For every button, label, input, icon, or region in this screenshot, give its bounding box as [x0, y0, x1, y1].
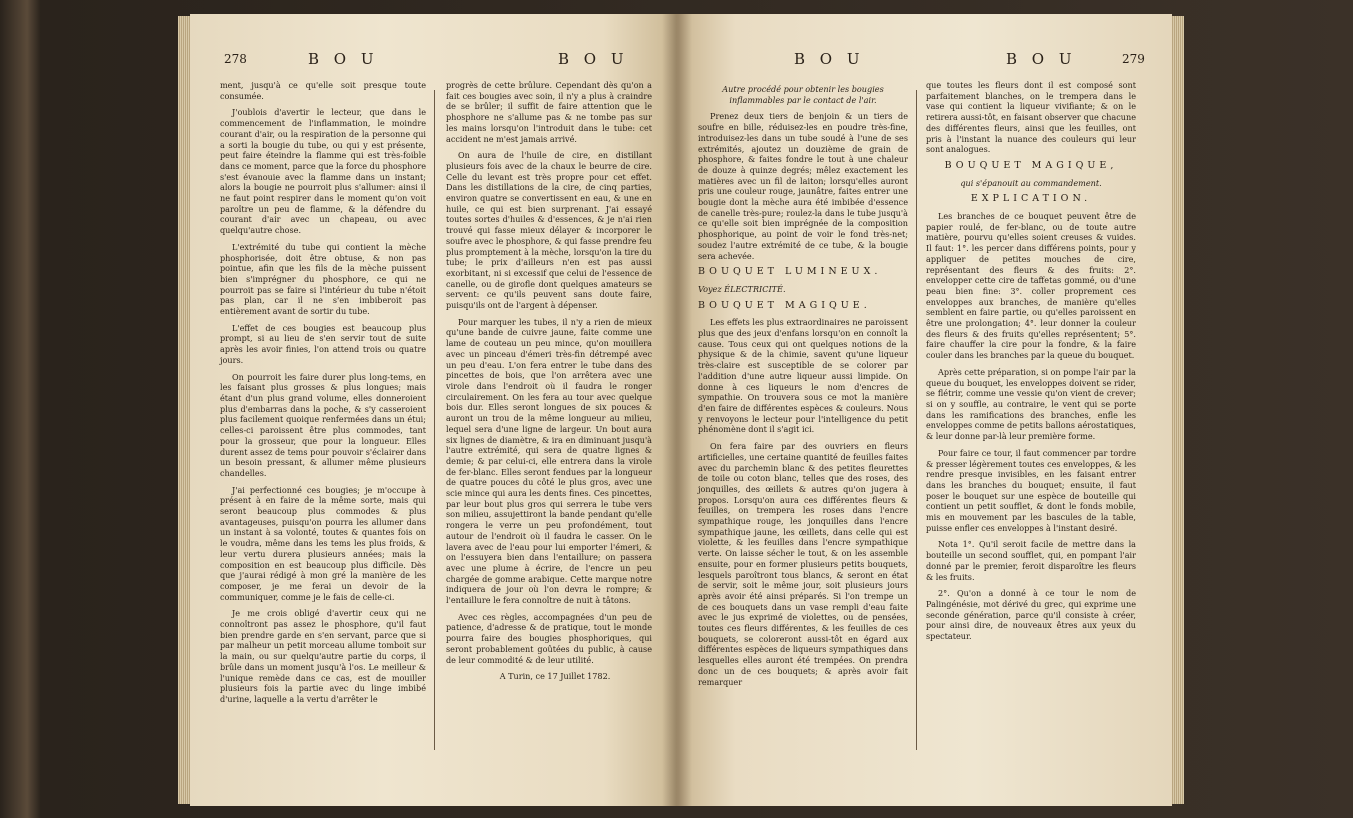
right-page-number: 279 [1122, 52, 1145, 66]
left-column-1 [220, 80, 426, 711]
book-gutter [662, 14, 692, 806]
paragraph: progrès de cette brûlure. Cependant dès qu'on a fait ces bougies avec soin, il n'y a plus à craindre de se brûler; il suffit de faire attention que le phosphore ne s'allume pas & ne tombe pas sur les mains lorsqu'on l'introduit dans le tube: cet accident ne m'est jamais arrivé. [446, 80, 652, 144]
right-column-1 [698, 84, 908, 693]
heading-explication: EXPLICATION. [970, 193, 1092, 205]
paragraph: Je me crois obligé d'avertir ceux qui ne connoîtront pas assez le phosphore, qu'il faut bien prendre garde en s'en servant, parce que si par malheur un petit morceau allume tomboit sur la main, ou sur quelqu'autre partie du corps, il brûle dans un moment jusqu'à l'os. Le meilleur & l'unique remède dans ce cas, est de mouiller plusieurs fois la partie avec du linge imbibé d'urine, laquelle a la vertu d'arrêter le [220, 608, 426, 704]
left-header-left: B O U [308, 50, 379, 68]
left-page [190, 14, 676, 806]
heading-bouquet-magique-2: BOUQUET MAGIQUE, [944, 159, 1118, 171]
left-page-number: 278 [224, 52, 247, 66]
paragraph: Les effets les plus extraordinaires ne paroissent plus que des jeux d'enfans lorsqu'on en connoît la cause. Tous ceux qui ont quelques notions de la physique & de la chimie, savent qu'une liqueur très-claire est susceptible de se colorer par l'addition d'une autre liqueur aussi limpide. On donne à ces liqueurs le nom d'encres de sympathie. On trouvera sous ce mot la manière d'en faire de différentes espèces & couleurs. Nous y renvoyons le lecteur pour l'intelligence du petit phénomène dont il s'agit ici. [698, 317, 908, 435]
subtitle: qui s'épanouit au commandement. [960, 177, 1102, 188]
paragraph: ment, jusqu'à ce qu'elle soit presque toute consumée. [220, 80, 426, 101]
paragraph: J'oublois d'avertir le lecteur, que dans le commencement de l'inflammation, le moindre courant d'air, ou la respiration de la personne qui a sorti la bougie du tube, ou qui y est présente, peut faire éteindre la flamme qui est très-foible dans ce moment, parce que la force du phosphore s'est évanouie avec la flamme dans un instant; alors la bougie ne pourroit plus s'allumer: ainsi il ne faut point respirer dans le moment qu'on voit paroître un peu de flamme, & la défendre du courant d'air avec un chapeau, ou avec quelqu'autre chose. [220, 107, 426, 236]
paragraph: On aura de l'huile de cire, en distillant plusieurs fois avec de la chaux le beurre de cire. Celle du levant est très propre pour cet effet. Dans les distillations de la cire, de cinq parties, environ quatre se convertissent en eau, & une en huile, ce qui est bien surprenant. J'ai essayé toutes sortes d'huiles & d'essences, & je n'ai rien trouvé qui fasse mieux délayer & incorporer le soufre avec le phosphore, & qui fasse prendre feu plus promptement à la mèche, lorsqu'on la tire du tube; le prix d'ailleurs n'en est pas aussi exorbitant, ni si excessif que celui de l'essence de canelle, ou de girofle dont quelques amateurs se servent: ce qu'ils peuvent sans doute faire, puisqu'ils ont de l'argent à dépenser. [446, 150, 652, 311]
heading-bouquet-lumineux: BOUQUET LUMINEUX. [698, 266, 882, 278]
paragraph: Nota 1°. Qu'il seroit facile de mettre dans la bouteille un second soufflet, qui, en pompant l'air donné par le premier, feroit disparoître les fleurs & les fruits. [926, 539, 1136, 582]
paragraph: Avec ces règles, accompagnées d'un peu de patience, d'adresse & de pratique, tout le monde pourra faire des bougies phosphoriques, qui seront probablement goûtées du public, à cause de leur commodité & de leur utilité. [446, 611, 652, 665]
paragraph: Les branches de ce bouquet peuvent être de papier roulé, de fer-blanc, ou de toute autre matière, pourvu qu'elles soient creuses & vuides. Il faut: 1°. les percer dans différens points, pour y appliquer de petites mouches de cire, représentant des fleurs & des fruits: 2°. envelopper cette cire de taffetas gommé, ou d'une peau bien fine: 3°. coller proprement ces enveloppes aux branches, de manière qu'elles semblent en faire partie, ou qu'elles paroissent en être une prolongation; 4°. leur donner la couleur des fleurs & des fruits qu'elles représentent; 5°. faire chauffer la cire pour la fondre, & la faire couler dans les branches par la queue du bouquet. [926, 211, 1136, 361]
right-header-left: B O U [794, 50, 865, 68]
paragraph: Pour marquer les tubes, il n'y a rien de mieux qu'une bande de cuivre jaune, faite comme une lame de couteau un peu mince, qu'on mouillera avec un pinceau d'émeri très-fin détrempé avec un peu d'eau. L'on fera entrer le tube dans des pincettes de bois, que l'on arrêtera avec une virole dans l'endroit où il faudra le ronger circulairement. On les fera au tour avec quelque bois dur. Elles seront longues de six pouces & auront un trou de la même longueur au milieu, lequel sera d'une ligne de largeur. Un bout aura six lignes de diamètre, & ira en diminuant jusqu'à l'autre extrémité, qui sera de quatre lignes & demie; & par celui-ci, elle entrera dans la virole de fer-blanc. Elles seront fendues par la longueur de quatre pouces du côté le plus gros, avec une scie mince qui aura les dents fines. Ces pincettes, par leur bout plus gros qui serrera le tube vers son milieu, assujettiront la bande pendant qu'elle rongera le verre un peu profondément, tout autour de l'endroit où il faudra le casser. On le lavera avec de l'eau pour lui emporter l'émeri, & on l'essuyera bien dans l'entaillure; on passera avec une plume à écrire, de l'encre un peu chargée de gomme arabique. Cette marque notre indiquera de jour où l'on devra le rompre; & l'entaillure le fera connoître de nuit à tâtons. [446, 316, 652, 606]
paragraph: L'effet de ces bougies est beaucoup plus prompt, si au lieu de s'en servir tout de suite après les avoir finies, l'on attend trois ou quatre jours. [220, 322, 426, 365]
paragraph: L'extrémité du tube qui contient la mèche phosphorisée, doit être obtuse, & non pas pointue, afin que les fils de la mèche puissent bien s'imprégner du phosphore, ce qui ne pourroit pas se faire si l'intérieur du tube n'étoit pas plan, car il ne s'en imbiberoit pas entièrement avant de sortir du tube. [220, 241, 426, 317]
signature-line: A Turin, ce 17 Juillet 1782. [499, 671, 611, 682]
section-title: Autre procédé pour obtenir les bougies inflammables par le contact de l'air. [722, 84, 884, 105]
column-rule [434, 90, 435, 750]
paragraph: On pourroit les faire durer plus long-tems, en les faisant plus grosses & plus longues; mais étant d'un plus grand volume, elles donneroient plus d'embarras dans la poche, & s'y casseroient plus facilement quoique renfermées dans un étui; celles-ci paroissent être plus commodes, tant pour la grosseur, que pour la longueur. Elles durent assez de tems pour pouvoir s'éclairer dans un besoin pressant, & allumer même plusieurs chandelles. [220, 371, 426, 478]
paragraph: On fera faire par des ouvriers en fleurs artificielles, une certaine quantité de feuilles faites avec du parchemin blanc & des petites fleurettes de toile ou coton blanc, telles que des roses, des jonquilles, des œillets & autres qu'on jugera à propos. Lorsqu'on aura ces différentes fleurs & feuilles, on trempera les roses dans l'encre sympathique rouge, les jonquilles dans l'encre sympathique jaune, les œillets, dans celle qui est violette, & les feuilles dans l'encre sympathique verte. On laisse sécher le tout, & on les assemble ensuite, pour en former plusieurs petits bouquets, lesquels paroîtront tous blancs, & seront en état de servir, soit le même jour, soit plusieurs jours après avoir été ainsi préparés. Si l'on trempe un de ces bouquets dans un vase rempli d'eau faite avec le jus exprimé de violettes, ou de pensées, toutes ces fleurs différentes, & les feuilles de ces bouquets, se coloreront aussi-tôt en égard aux différentes espèces de liqueurs sympathiques dans lesquelles elles auront été trempées. On prendra donc un de ces bouquets; & après avoir fait remarquer [698, 441, 908, 687]
left-column-2 [446, 80, 652, 688]
paragraph: Prenez deux tiers de benjoin & un tiers de soufre en bille, réduisez-les en poudre très-fine, introduisez-les dans un tube soudé à l'une de ses extrémités, ajoutez un douzième de grain de phosphore, & faites fondre le tout à une chaleur de douze à quinze degrés; mêlez exactement les matières avec un fil de laiton; lorsqu'elles auront pris une couleur rouge, jaunâtre, faites entrer une bougie dont la mèche aura été imbibée d'essence de canelle très-pure; roulez-la dans le tube jusqu'à ce qu'elle soit bien imprégnée de la composition phosphorique, au point de voir le fond très-net; soudez l'autre extrémité de ce tube, & la bougie sera achevée. [698, 111, 908, 261]
paragraph: J'ai perfectionné ces bougies; je m'occupe à présent à en faire de la même sorte, mais qui seront beaucoup plus commodes & plus avantageuses, puisqu'on pourra les allumer dans un instant à sa volonté, toutes & quantes fois on le voudra, même dans les tems les plus froids, & leur vertu durera plusieurs années; mais la composition en est beaucoup plus difficile. Dès que j'aurai rédigé à mon gré la manière de les composer, je me ferai un devoir de la communiquer, comme je le fais de celle-ci. [220, 484, 426, 602]
paragraph: Après cette préparation, si on pompe l'air par la queue du bouquet, les enveloppes doivent se rider, se flétrir, comme une vessie qu'on vient de crever; si on y souffle, au contraire, le vent qui se porte dans les ramifications des branches, enfle les enveloppes comme de petits ballons aérostatiques, & leur donne par-là leur première forme. [926, 366, 1136, 442]
heading-bouquet-magique: BOUQUET MAGIQUE. [698, 299, 871, 311]
cross-reference: Voyez ÉLECTRICITÉ. [698, 283, 786, 294]
left-header-right: B O U [558, 50, 629, 68]
paragraph: 2°. Qu'on a donné à ce tour le nom de Palingénésie, mot dérivé du grec, qui exprime une seconde génération, parce qu'il consiste à créer, pour ainsi dire, de nouveaux êtres aux yeux du spectateur. [926, 588, 1136, 642]
paragraph: Pour faire ce tour, il faut commencer par tordre & presser légèrement toutes ces enveloppes, & les rendre presque invisibles, en les faisant entrer dans les branches du bouquet; ensuite, il faut poser le bouquet sur une espèce de bouteille qui contient un petit soufflet, & dont le fonds mobile, mis en mouvement par les bascules de la table, puisse enfler ces enveloppes à l'instant desiré. [926, 447, 1136, 533]
column-rule [916, 90, 917, 750]
right-page [676, 14, 1172, 806]
right-column-2 [926, 80, 1136, 648]
paragraph: que toutes les fleurs dont il est composé sont parfaitement blanches, on le trempera dans le vase qui contient la liqueur vivifiante; & on le retirera aussi-tôt, en faisant observer que chacune des différentes fleurs, ainsi que les feuilles, ont pris à l'instant la nuance des couleurs qui leur sont analogues. [926, 80, 1136, 155]
right-page-edges [1170, 16, 1184, 804]
right-header-right: B O U [1006, 50, 1077, 68]
